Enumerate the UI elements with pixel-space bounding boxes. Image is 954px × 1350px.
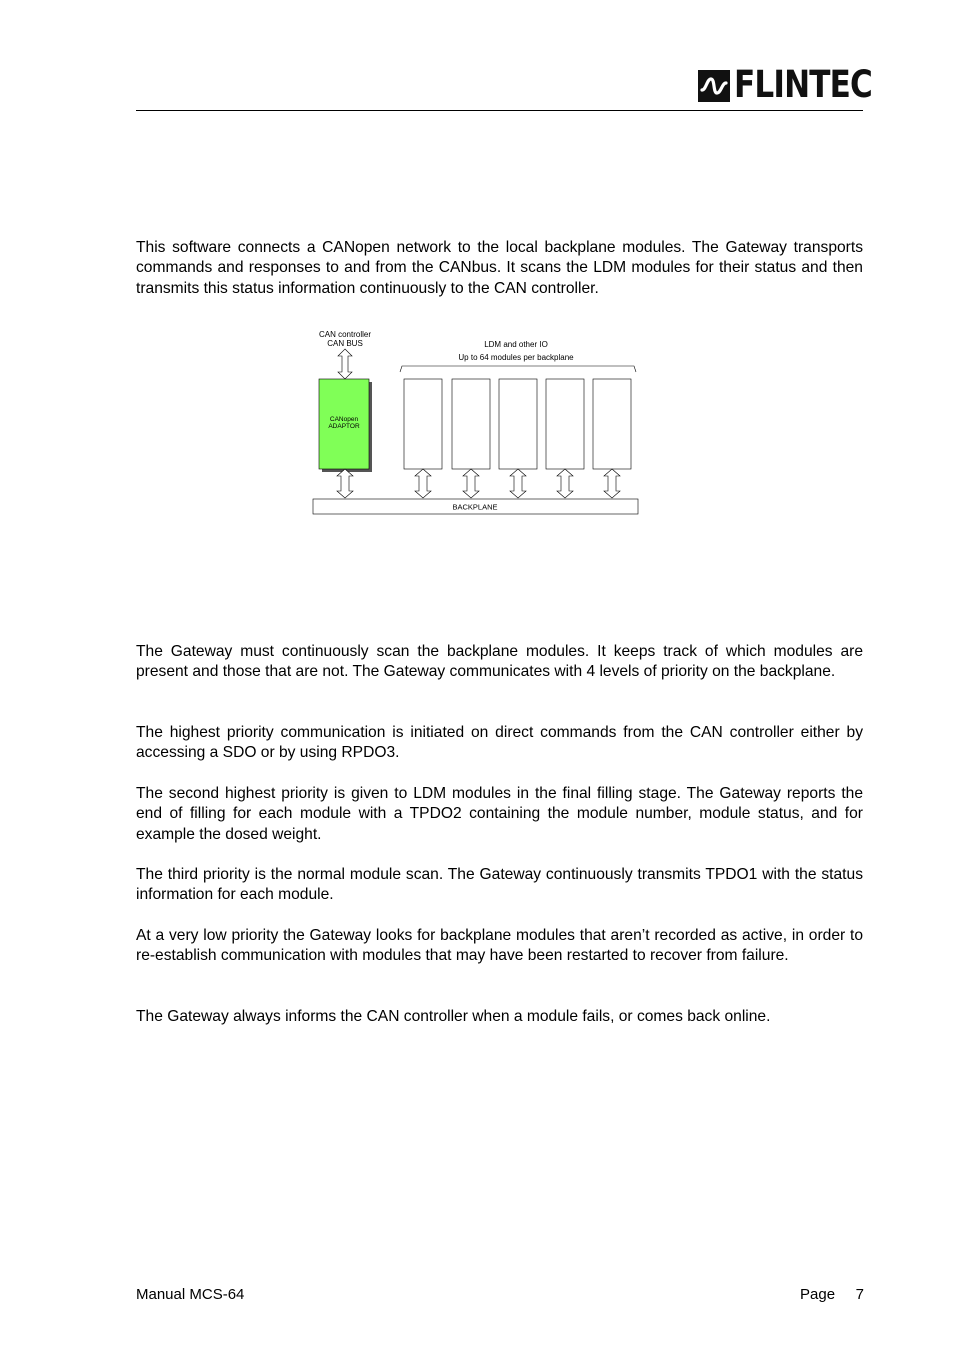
paragraph-second-priority: The second highest priority is given to LDM modules in the final filling stage. The Gateway reports the end of filling for each module with a TPDO2 containing the module number, module status, and for example the dosed weight. — [136, 785, 863, 843]
header-rule — [136, 110, 863, 111]
io-module — [499, 379, 537, 469]
flintec-wave-icon — [698, 70, 730, 102]
adaptor-label-2: ADAPTOR — [328, 423, 360, 430]
modules-bracket — [400, 366, 636, 372]
backplane-arrow — [557, 469, 573, 498]
paragraph-highest-priority: The highest priority communication is initiated on direct commands from the CAN controller either by accessing a SDO or by using RPDO3. — [136, 724, 863, 762]
backplane-arrow — [510, 469, 526, 498]
can-bus-arrow — [338, 349, 352, 379]
paragraph-scan: The Gateway must continuously scan the backplane modules. It keeps track of which modules are present and those that are not. The Gateway communicates with 4 levels of priority on the backplane. — [136, 643, 863, 681]
flintec-logo — [698, 63, 872, 106]
ldm-label: LDM and other IO — [484, 340, 548, 349]
backplane-arrow — [463, 469, 479, 498]
io-module — [404, 379, 442, 469]
io-module — [452, 379, 490, 469]
logo-text: FLINTEC — [734, 63, 872, 106]
can-bus-label: CAN BUS — [327, 339, 363, 348]
backplane-label: BACKPLANE — [452, 502, 498, 512]
modules-count-label: Up to 64 modules per backplane — [458, 353, 574, 362]
system-diagram — [300, 322, 645, 522]
backplane-arrow — [337, 469, 353, 498]
paragraph-low-priority: At a very low priority the Gateway looks for backplane modules that aren’t recorded as active, in order to re-establish communication with modules that may have been restarted to recover from failure. — [136, 927, 863, 965]
footer-manual: Manual MCS-64 — [136, 1286, 245, 1303]
footer-page — [800, 1286, 864, 1303]
can-controller-label: CAN controller — [318, 330, 372, 339]
paragraph-informs: The Gateway always informs the CAN controller when a module fails, or comes back online. — [136, 1008, 771, 1025]
io-module — [546, 379, 584, 469]
paragraph-third-priority: The third priority is the normal module scan. The Gateway continuously transmits TPDO1 with the status information for each module. — [136, 866, 863, 904]
page-number: 7 — [855, 1286, 864, 1303]
paragraph-intro: This software connects a CANopen network to the local backplane modules. The Gateway transports commands and responses to and from the CANbus. It scans the LDM modules for their status and then transmits this status information continuously to the CAN controller. — [136, 239, 863, 297]
io-module — [593, 379, 631, 469]
page-label: Page — [800, 1286, 836, 1303]
backplane-arrow — [604, 469, 620, 498]
adaptor-label-1: CANopen — [329, 416, 359, 423]
backplane-arrow — [415, 469, 431, 498]
